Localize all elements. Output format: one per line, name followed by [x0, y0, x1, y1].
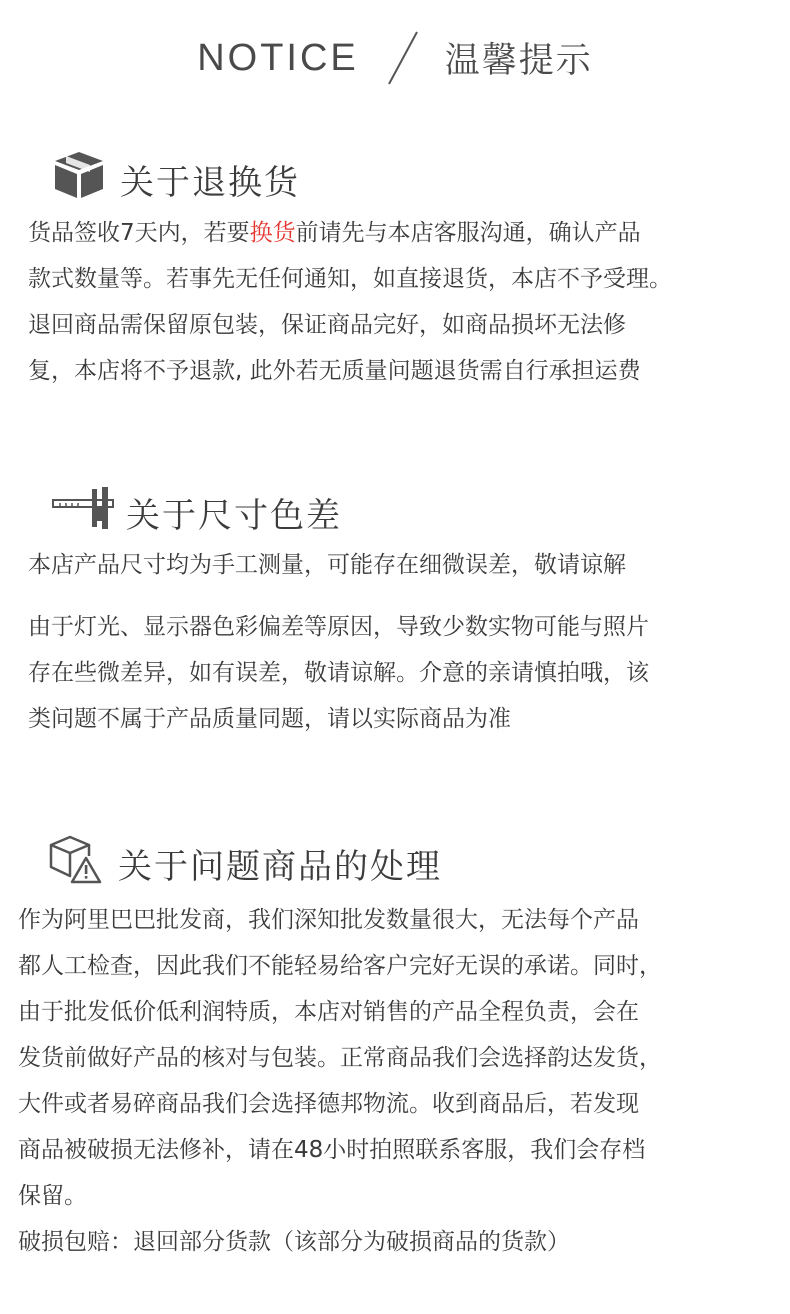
caliper-icon: [52, 485, 114, 540]
paragraph-line: 退回商品需保留原包装，保证商品完好，如商品损坏无法修: [28, 312, 626, 338]
box-icon: [52, 150, 106, 209]
section-size-title: [52, 485, 342, 540]
section-title-text: 关于退换货: [120, 163, 300, 203]
section-problem-title: [48, 834, 442, 893]
size-note: [28, 542, 626, 588]
paragraph-line: [28, 210, 672, 256]
paragraph-line: 大件或者易碎商品我们会选择德邦物流。收到商品后，若发现: [18, 1091, 639, 1117]
paragraph-line: 保留。: [18, 1183, 87, 1209]
paragraph-line: 存在些微差异，如有误差，敬请谅解。介意的亲请慎拍哦，该: [28, 660, 649, 686]
slash-divider: [383, 30, 423, 86]
returns-paragraph: [28, 210, 672, 394]
size-paragraph: [28, 604, 649, 742]
damaged-box-icon: [48, 834, 102, 893]
paragraph-line: 类问题不属于产品质量同题，请以实际商品为准: [28, 706, 511, 732]
notice-header: [0, 28, 790, 88]
text-segment: 货品签收7天内，若要: [28, 220, 250, 246]
highlight-exchange: 换货: [249, 220, 296, 246]
problem-paragraph: [18, 897, 662, 1265]
paragraph-line: 款式数量等。若事先无任何通知，如直接退货，本店不予受理。: [28, 266, 672, 292]
paragraph-line: 由于灯光、显示器色彩偏差等原因，导致少数实物可能与照片: [28, 614, 649, 640]
header-en-title: NOTICE: [197, 36, 359, 79]
paragraph-line: 商品被破损无法修补，请在48小时拍照联系客服，我们会存档: [18, 1137, 646, 1163]
paragraph-line: 由于批发低价低利润特质，本店对销售的产品全程负责，会在: [18, 999, 639, 1025]
section-returns-title: [52, 150, 300, 209]
paragraph-line: 本店产品尺寸均为手工测量，可能存在细微误差，敬请谅解: [28, 552, 626, 578]
paragraph-line: 作为阿里巴巴批发商，我们深知批发数量很大，无法每个产品: [18, 907, 639, 933]
paragraph-line: 发货前做好产品的核对与包装。正常商品我们会选择韵达发货，: [18, 1045, 662, 1071]
header-cn-title: 温馨提示: [444, 41, 593, 81]
section-title-text: 关于尺寸色差: [126, 496, 342, 536]
paragraph-line: 复，本店将不予退款, 此外若无质量问题退货需自行承担运费: [28, 358, 641, 384]
section-title-text: 关于问题商品的处理: [118, 847, 442, 887]
paragraph-line: 破损包赔：退回部分货款（该部分为破损商品的货款）: [18, 1229, 570, 1255]
text-segment: 前请先与本店客服沟通，确认产品: [295, 220, 641, 246]
paragraph-line: 都人工检查，因此我们不能轻易给客户完好无误的承诺。同时，: [18, 953, 662, 979]
